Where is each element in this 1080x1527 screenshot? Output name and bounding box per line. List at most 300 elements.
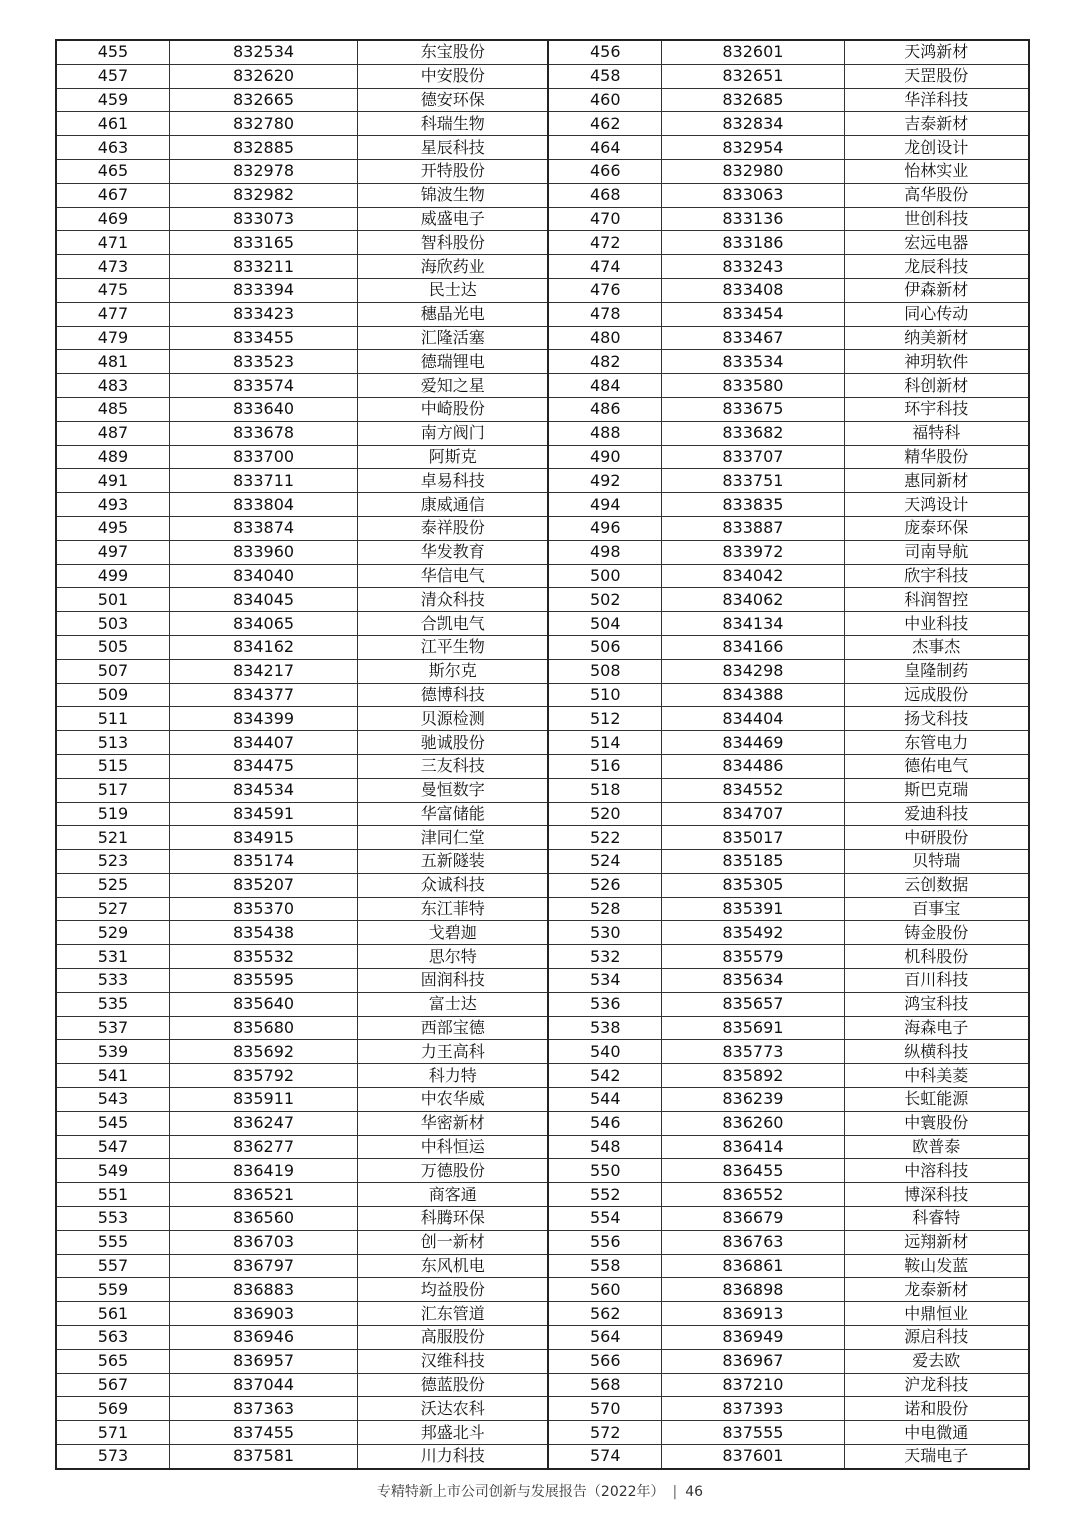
- table-row: [56, 873, 1029, 897]
- row-number-cell: 531: [56, 945, 169, 969]
- row-number-cell: 460: [548, 88, 661, 112]
- row-number-cell: 558: [548, 1254, 661, 1278]
- company-name-cell: 科润智控: [844, 588, 1029, 612]
- company-name-cell: 源启科技: [844, 1326, 1029, 1350]
- row-number-cell: 571: [56, 1421, 169, 1445]
- stock-code-cell: 837393: [662, 1397, 844, 1421]
- stock-code-cell: 833960: [169, 540, 357, 564]
- company-name-cell: 杰事杰: [844, 635, 1029, 659]
- stock-code-cell: 834591: [169, 802, 357, 826]
- company-name-cell: 百事宝: [844, 897, 1029, 921]
- table-row: [56, 1326, 1029, 1350]
- table-row: [56, 1254, 1029, 1278]
- company-name-cell: 中业科技: [844, 612, 1029, 636]
- company-name-cell: 津同仁堂: [358, 826, 549, 850]
- stock-code-cell: 835579: [662, 945, 844, 969]
- company-name-cell: 云创数据: [844, 873, 1029, 897]
- row-number-cell: 459: [56, 88, 169, 112]
- company-name-cell: 斯尔克: [358, 659, 549, 683]
- company-name-cell: 惠同新材: [844, 469, 1029, 493]
- stock-code-cell: 836247: [169, 1111, 357, 1135]
- stock-code-cell: 833887: [662, 516, 844, 540]
- footer-separator: |: [672, 1484, 678, 1500]
- page-number: 46: [685, 1484, 704, 1500]
- company-name-cell: 怡林实业: [844, 159, 1029, 183]
- row-number-cell: 537: [56, 1016, 169, 1040]
- company-name-cell: 阿斯克: [358, 445, 549, 469]
- company-name-cell: 固润科技: [358, 969, 549, 993]
- table-row: [56, 493, 1029, 517]
- row-number-cell: 526: [548, 873, 661, 897]
- row-number-cell: 565: [56, 1349, 169, 1373]
- row-number-cell: 561: [56, 1302, 169, 1326]
- company-name-cell: 德佑电气: [844, 754, 1029, 778]
- stock-code-cell: 835532: [169, 945, 357, 969]
- row-number-cell: 463: [56, 136, 169, 160]
- company-name-cell: 高服股份: [358, 1326, 549, 1350]
- company-name-cell: 华发教育: [358, 540, 549, 564]
- row-number-cell: 570: [548, 1397, 661, 1421]
- row-number-cell: 485: [56, 397, 169, 421]
- table-row: [56, 850, 1029, 874]
- stock-code-cell: 833707: [662, 445, 844, 469]
- table-row: [56, 1111, 1029, 1135]
- stock-code-cell: 833835: [662, 493, 844, 517]
- stock-code-cell: 832885: [169, 136, 357, 160]
- row-number-cell: 551: [56, 1183, 169, 1207]
- row-number-cell: 462: [548, 112, 661, 136]
- stock-code-cell: 833972: [662, 540, 844, 564]
- row-number-cell: 553: [56, 1207, 169, 1231]
- table-row: [56, 1183, 1029, 1207]
- stock-code-cell: 834552: [662, 778, 844, 802]
- row-number-cell: 574: [548, 1445, 661, 1469]
- stock-code-cell: 836763: [662, 1230, 844, 1254]
- company-name-cell: 斯巴克瑞: [844, 778, 1029, 802]
- company-name-cell: 沃达农科: [358, 1397, 549, 1421]
- company-name-cell: 均益股份: [358, 1278, 549, 1302]
- company-name-cell: 伊森新材: [844, 278, 1029, 302]
- row-number-cell: 528: [548, 897, 661, 921]
- table-row: [56, 88, 1029, 112]
- row-number-cell: 518: [548, 778, 661, 802]
- stock-code-cell: 836898: [662, 1278, 844, 1302]
- stock-code-cell: 833675: [662, 397, 844, 421]
- stock-code-cell: 837044: [169, 1373, 357, 1397]
- stock-code-cell: 834388: [662, 683, 844, 707]
- stock-code-cell: 834217: [169, 659, 357, 683]
- row-number-cell: 552: [548, 1183, 661, 1207]
- table-row: [56, 397, 1029, 421]
- stock-code-cell: 837210: [662, 1373, 844, 1397]
- stock-code-cell: 833186: [662, 231, 844, 255]
- company-name-cell: 沪龙科技: [844, 1373, 1029, 1397]
- row-number-cell: 464: [548, 136, 661, 160]
- company-name-cell: 泰祥股份: [358, 516, 549, 540]
- page-footer: [0, 1481, 1080, 1501]
- row-number-cell: 538: [548, 1016, 661, 1040]
- company-name-cell: 东风机电: [358, 1254, 549, 1278]
- company-name-cell: 创一新材: [358, 1230, 549, 1254]
- company-name-cell: 鞍山发蓝: [844, 1254, 1029, 1278]
- company-name-cell: 中科美菱: [844, 1064, 1029, 1088]
- stock-code-cell: 836455: [662, 1159, 844, 1183]
- row-number-cell: 502: [548, 588, 661, 612]
- stock-code-cell: 833534: [662, 350, 844, 374]
- stock-code-cell: 835657: [662, 992, 844, 1016]
- company-name-cell: 环宇科技: [844, 397, 1029, 421]
- company-name-cell: 中鼎恒业: [844, 1302, 1029, 1326]
- table-row: [56, 612, 1029, 636]
- row-number-cell: 542: [548, 1064, 661, 1088]
- row-number-cell: 465: [56, 159, 169, 183]
- row-number-cell: 559: [56, 1278, 169, 1302]
- table-row: [56, 255, 1029, 279]
- row-number-cell: 477: [56, 302, 169, 326]
- table-row: [56, 707, 1029, 731]
- table-row: [56, 945, 1029, 969]
- table-row: [56, 1421, 1029, 1445]
- row-number-cell: 539: [56, 1040, 169, 1064]
- stock-code-cell: 833751: [662, 469, 844, 493]
- row-number-cell: 530: [548, 921, 661, 945]
- stock-code-cell: 834162: [169, 635, 357, 659]
- company-name-cell: 纳美新材: [844, 326, 1029, 350]
- stock-code-cell: 834042: [662, 564, 844, 588]
- company-name-cell: 海欣药业: [358, 255, 549, 279]
- table-row: [56, 540, 1029, 564]
- company-name-cell: 皇隆制药: [844, 659, 1029, 683]
- row-number-cell: 521: [56, 826, 169, 850]
- stock-code-cell: 835640: [169, 992, 357, 1016]
- row-number-cell: 529: [56, 921, 169, 945]
- table-row: [56, 1135, 1029, 1159]
- company-name-cell: 康威通信: [358, 493, 549, 517]
- stock-code-cell: 835017: [662, 826, 844, 850]
- row-number-cell: 563: [56, 1326, 169, 1350]
- row-number-cell: 493: [56, 493, 169, 517]
- stock-code-cell: 834707: [662, 802, 844, 826]
- table-row: [56, 897, 1029, 921]
- row-number-cell: 505: [56, 635, 169, 659]
- row-number-cell: 547: [56, 1135, 169, 1159]
- stock-code-cell: 835595: [169, 969, 357, 993]
- stock-code-cell: 835438: [169, 921, 357, 945]
- table-row: [56, 969, 1029, 993]
- company-name-cell: 曼恒数字: [358, 778, 549, 802]
- table-row: [56, 1349, 1029, 1373]
- row-number-cell: 540: [548, 1040, 661, 1064]
- table-row: [56, 1088, 1029, 1112]
- table-row: [56, 826, 1029, 850]
- stock-code-cell: 836552: [662, 1183, 844, 1207]
- company-name-cell: 司南导航: [844, 540, 1029, 564]
- stock-code-cell: 833165: [169, 231, 357, 255]
- company-name-cell: 博深科技: [844, 1183, 1029, 1207]
- stock-code-cell: 836957: [169, 1349, 357, 1373]
- company-name-cell: 华富储能: [358, 802, 549, 826]
- table-row: [56, 1159, 1029, 1183]
- stock-code-cell: 836414: [662, 1135, 844, 1159]
- company-name-cell: 鸿宝科技: [844, 992, 1029, 1016]
- stock-code-cell: 834166: [662, 635, 844, 659]
- row-number-cell: 480: [548, 326, 661, 350]
- stock-code-cell: 832601: [662, 40, 844, 64]
- company-name-cell: 科瑞生物: [358, 112, 549, 136]
- row-number-cell: 573: [56, 1445, 169, 1469]
- company-list-table: [55, 39, 1030, 1470]
- company-name-cell: 万德股份: [358, 1159, 549, 1183]
- row-number-cell: 556: [548, 1230, 661, 1254]
- table-row: [56, 112, 1029, 136]
- stock-code-cell: 834065: [169, 612, 357, 636]
- row-number-cell: 560: [548, 1278, 661, 1302]
- company-name-cell: 中科恒运: [358, 1135, 549, 1159]
- stock-code-cell: 832980: [662, 159, 844, 183]
- company-name-cell: 华信电气: [358, 564, 549, 588]
- row-number-cell: 472: [548, 231, 661, 255]
- stock-code-cell: 834040: [169, 564, 357, 588]
- row-number-cell: 566: [548, 1349, 661, 1373]
- table-row: [56, 136, 1029, 160]
- company-name-cell: 东江菲特: [358, 897, 549, 921]
- row-number-cell: 519: [56, 802, 169, 826]
- stock-code-cell: 832978: [169, 159, 357, 183]
- company-name-cell: 西部宝德: [358, 1016, 549, 1040]
- company-name-cell: 中寰股份: [844, 1111, 1029, 1135]
- row-number-cell: 474: [548, 255, 661, 279]
- table-row: [56, 1016, 1029, 1040]
- company-name-cell: 中溶科技: [844, 1159, 1029, 1183]
- company-name-cell: 远成股份: [844, 683, 1029, 707]
- stock-code-cell: 833394: [169, 278, 357, 302]
- company-name-cell: 宏远电器: [844, 231, 1029, 255]
- company-name-cell: 爱迪科技: [844, 802, 1029, 826]
- stock-code-cell: 836861: [662, 1254, 844, 1278]
- company-name-cell: 川力科技: [358, 1445, 549, 1469]
- stock-code-cell: 835691: [662, 1016, 844, 1040]
- row-number-cell: 473: [56, 255, 169, 279]
- row-number-cell: 506: [548, 635, 661, 659]
- company-name-cell: 龙泰新材: [844, 1278, 1029, 1302]
- stock-code-cell: 835680: [169, 1016, 357, 1040]
- row-number-cell: 567: [56, 1373, 169, 1397]
- stock-code-cell: 832685: [662, 88, 844, 112]
- row-number-cell: 467: [56, 183, 169, 207]
- stock-code-cell: 834469: [662, 731, 844, 755]
- stock-code-cell: 836277: [169, 1135, 357, 1159]
- stock-code-cell: 834134: [662, 612, 844, 636]
- company-name-cell: 邦盛北斗: [358, 1421, 549, 1445]
- company-name-cell: 中安股份: [358, 64, 549, 88]
- row-number-cell: 495: [56, 516, 169, 540]
- table-row: [56, 278, 1029, 302]
- company-name-cell: 机科股份: [844, 945, 1029, 969]
- company-name-cell: 五新隧装: [358, 850, 549, 874]
- company-name-cell: 福特科: [844, 421, 1029, 445]
- stock-code-cell: 836967: [662, 1349, 844, 1373]
- row-number-cell: 535: [56, 992, 169, 1016]
- row-number-cell: 469: [56, 207, 169, 231]
- stock-code-cell: 832651: [662, 64, 844, 88]
- company-name-cell: 三友科技: [358, 754, 549, 778]
- company-name-cell: 庞泰环保: [844, 516, 1029, 540]
- company-name-cell: 龙创设计: [844, 136, 1029, 160]
- stock-code-cell: 836560: [169, 1207, 357, 1231]
- table-row: [56, 659, 1029, 683]
- company-name-cell: 高华股份: [844, 183, 1029, 207]
- row-number-cell: 541: [56, 1064, 169, 1088]
- row-number-cell: 466: [548, 159, 661, 183]
- stock-code-cell: 834045: [169, 588, 357, 612]
- stock-code-cell: 835305: [662, 873, 844, 897]
- company-name-cell: 中农华威: [358, 1088, 549, 1112]
- stock-code-cell: 833711: [169, 469, 357, 493]
- company-name-cell: 穗晶光电: [358, 302, 549, 326]
- row-number-cell: 545: [56, 1111, 169, 1135]
- stock-code-cell: 835911: [169, 1088, 357, 1112]
- stock-code-cell: 836260: [662, 1111, 844, 1135]
- company-name-cell: 德瑞锂电: [358, 350, 549, 374]
- row-number-cell: 491: [56, 469, 169, 493]
- row-number-cell: 527: [56, 897, 169, 921]
- stock-code-cell: 834062: [662, 588, 844, 612]
- stock-code-cell: 833423: [169, 302, 357, 326]
- row-number-cell: 548: [548, 1135, 661, 1159]
- stock-code-cell: 833523: [169, 350, 357, 374]
- table-row: [56, 421, 1029, 445]
- company-name-cell: 东宝股份: [358, 40, 549, 64]
- row-number-cell: 516: [548, 754, 661, 778]
- stock-code-cell: 834407: [169, 731, 357, 755]
- stock-code-cell: 835634: [662, 969, 844, 993]
- table-row: [56, 778, 1029, 802]
- stock-code-cell: 837363: [169, 1397, 357, 1421]
- stock-code-cell: 835792: [169, 1064, 357, 1088]
- row-number-cell: 484: [548, 374, 661, 398]
- stock-code-cell: 835174: [169, 850, 357, 874]
- company-name-cell: 汇东管道: [358, 1302, 549, 1326]
- row-number-cell: 522: [548, 826, 661, 850]
- company-name-cell: 思尔特: [358, 945, 549, 969]
- row-number-cell: 490: [548, 445, 661, 469]
- table-row: [56, 302, 1029, 326]
- row-number-cell: 512: [548, 707, 661, 731]
- row-number-cell: 497: [56, 540, 169, 564]
- stock-code-cell: 833804: [169, 493, 357, 517]
- table-row: [56, 1278, 1029, 1302]
- stock-code-cell: 833243: [662, 255, 844, 279]
- table-row: [56, 1397, 1029, 1421]
- row-number-cell: 507: [56, 659, 169, 683]
- table-row: [56, 731, 1029, 755]
- company-name-cell: 科腾环保: [358, 1207, 549, 1231]
- table-row: [56, 1230, 1029, 1254]
- stock-code-cell: 836239: [662, 1088, 844, 1112]
- row-number-cell: 549: [56, 1159, 169, 1183]
- company-name-cell: 华洋科技: [844, 88, 1029, 112]
- stock-code-cell: 833682: [662, 421, 844, 445]
- stock-code-cell: 835185: [662, 850, 844, 874]
- company-name-cell: 卓易科技: [358, 469, 549, 493]
- company-name-cell: 华密新材: [358, 1111, 549, 1135]
- stock-code-cell: 836797: [169, 1254, 357, 1278]
- row-number-cell: 525: [56, 873, 169, 897]
- company-name-cell: 戈碧迦: [358, 921, 549, 945]
- company-name-cell: 铸金股份: [844, 921, 1029, 945]
- stock-code-cell: 834298: [662, 659, 844, 683]
- row-number-cell: 461: [56, 112, 169, 136]
- row-number-cell: 487: [56, 421, 169, 445]
- company-name-cell: 德蓝股份: [358, 1373, 549, 1397]
- company-name-cell: 众诚科技: [358, 873, 549, 897]
- company-name-cell: 贝源检测: [358, 707, 549, 731]
- company-name-cell: 商客通: [358, 1183, 549, 1207]
- company-name-cell: 海森电子: [844, 1016, 1029, 1040]
- stock-code-cell: 834404: [662, 707, 844, 731]
- company-name-cell: 爱知之星: [358, 374, 549, 398]
- company-name-cell: 吉泰新材: [844, 112, 1029, 136]
- table-row: [56, 588, 1029, 612]
- stock-code-cell: 833136: [662, 207, 844, 231]
- stock-code-cell: 836521: [169, 1183, 357, 1207]
- row-number-cell: 555: [56, 1230, 169, 1254]
- company-name-cell: 开特股份: [358, 159, 549, 183]
- row-number-cell: 468: [548, 183, 661, 207]
- stock-code-cell: 836703: [169, 1230, 357, 1254]
- row-number-cell: 569: [56, 1397, 169, 1421]
- stock-code-cell: 833211: [169, 255, 357, 279]
- stock-code-cell: 835692: [169, 1040, 357, 1064]
- row-number-cell: 476: [548, 278, 661, 302]
- row-number-cell: 554: [548, 1207, 661, 1231]
- company-name-cell: 星辰科技: [358, 136, 549, 160]
- table-row: [56, 1445, 1029, 1469]
- row-number-cell: 470: [548, 207, 661, 231]
- row-number-cell: 481: [56, 350, 169, 374]
- row-number-cell: 482: [548, 350, 661, 374]
- company-name-cell: 诺和股份: [844, 1397, 1029, 1421]
- row-number-cell: 471: [56, 231, 169, 255]
- company-name-cell: 锦波生物: [358, 183, 549, 207]
- stock-code-cell: 836949: [662, 1326, 844, 1350]
- stock-code-cell: 835207: [169, 873, 357, 897]
- stock-code-cell: 832780: [169, 112, 357, 136]
- row-number-cell: 489: [56, 445, 169, 469]
- company-name-cell: 汇隆活塞: [358, 326, 549, 350]
- row-number-cell: 508: [548, 659, 661, 683]
- stock-code-cell: 836946: [169, 1326, 357, 1350]
- company-name-cell: 东管电力: [844, 731, 1029, 755]
- company-name-cell: 德安环保: [358, 88, 549, 112]
- row-number-cell: 458: [548, 64, 661, 88]
- row-number-cell: 562: [548, 1302, 661, 1326]
- row-number-cell: 524: [548, 850, 661, 874]
- company-name-cell: 扬戈科技: [844, 707, 1029, 731]
- company-name-cell: 科力特: [358, 1064, 549, 1088]
- row-number-cell: 517: [56, 778, 169, 802]
- row-number-cell: 488: [548, 421, 661, 445]
- row-number-cell: 523: [56, 850, 169, 874]
- table-row: [56, 350, 1029, 374]
- row-number-cell: 511: [56, 707, 169, 731]
- row-number-cell: 483: [56, 374, 169, 398]
- row-number-cell: 532: [548, 945, 661, 969]
- row-number-cell: 492: [548, 469, 661, 493]
- company-name-cell: 智科股份: [358, 231, 549, 255]
- company-name-cell: 爱去欧: [844, 1349, 1029, 1373]
- company-name-cell: 神玥软件: [844, 350, 1029, 374]
